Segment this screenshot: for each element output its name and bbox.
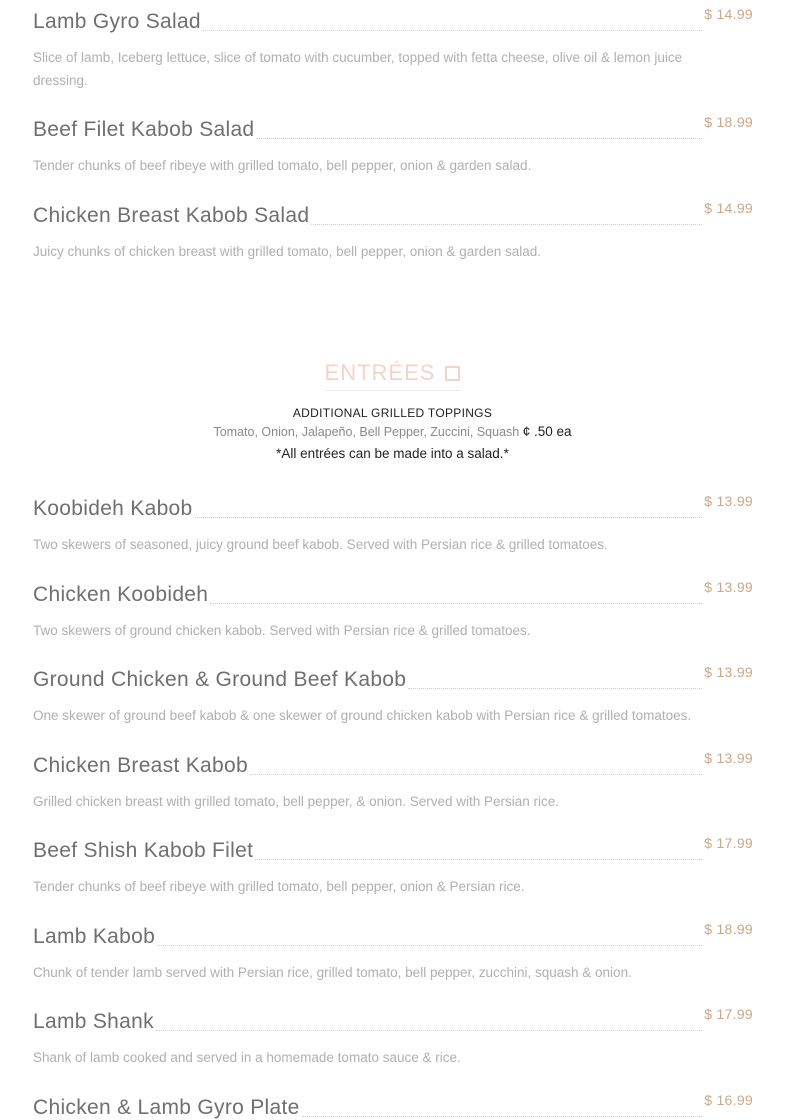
item-price: $ 16.99	[704, 1092, 753, 1108]
section-header	[0, 360, 785, 391]
toppings-list: Tomato, Onion, Jalapeño, Bell Pepper, Zuccini, Squash	[213, 425, 520, 439]
toppings-price: ¢ .50 ea	[522, 424, 572, 439]
dotted-leader	[256, 137, 702, 139]
item-price: $ 17.99	[704, 835, 753, 851]
menu-item	[33, 835, 753, 898]
item-description: Two skewers of ground chicken kabob. Served with Persian rice & grilled tomatoes.	[33, 623, 531, 638]
salad-note: *All entrées can be made into a salad.*	[276, 446, 509, 461]
menu-item	[33, 750, 753, 813]
dotted-leader	[311, 223, 702, 225]
item-description: Slice of lamb, Iceberg lettuce, slice of tomato with cucumber, topped with fetta cheese, olive oil & lemon juice dressing.	[33, 50, 683, 88]
item-description: Two skewers of seasoned, juicy ground beef kabob. Served with Persian rice & grilled tomatoes.	[33, 537, 608, 552]
item-name: Chicken Breast Kabob Salad	[33, 204, 310, 227]
item-description: One skewer of ground beef kabob & one skewer of ground chicken kabob with Persian rice & grilled tomatoes.	[33, 708, 692, 723]
menu-item	[33, 6, 753, 92]
menu-item	[33, 1006, 753, 1069]
section-title-wrap	[325, 360, 461, 391]
dotted-leader	[210, 602, 702, 604]
item-description: Juicy chunks of chicken breast with grilled tomato, bell pepper, onion & garden salad.	[33, 244, 542, 259]
square-icon	[445, 366, 460, 381]
item-price: $ 14.99	[704, 200, 753, 216]
item-price: $ 13.99	[704, 579, 753, 595]
item-price: $ 17.99	[704, 1006, 753, 1022]
section-title: ENTRÉES	[324, 360, 436, 385]
item-price: $ 13.99	[704, 664, 753, 680]
item-description: Grilled chicken breast with grilled tomato, bell pepper, & onion. Served with Persian rice.	[33, 794, 560, 809]
dotted-leader	[157, 944, 702, 946]
item-description: Shank of lamb cooked and served in a homemade tomato sauce & rice.	[33, 1050, 461, 1065]
menu-item	[33, 493, 753, 556]
dotted-leader	[255, 858, 702, 860]
item-price: $ 13.99	[704, 750, 753, 766]
dotted-leader	[195, 516, 703, 518]
menu-item	[33, 200, 753, 263]
menu-item	[33, 1092, 753, 1120]
item-name: Beef Filet Kabob Salad	[33, 118, 255, 141]
dotted-leader	[250, 773, 702, 775]
toppings-line	[0, 424, 785, 439]
item-description: Tender chunks of beef ribeye with grilled tomato, bell pepper, onion & Persian rice.	[33, 879, 525, 894]
item-name: Chicken & Lamb Gyro Plate	[33, 1096, 300, 1119]
item-price: $ 18.99	[704, 921, 753, 937]
item-name: Koobideh Kabob	[33, 497, 193, 520]
item-name: Lamb Gyro Salad	[33, 10, 201, 33]
item-name: Chicken Koobideh	[33, 583, 209, 606]
menu-item	[33, 921, 753, 984]
dotted-leader	[408, 687, 702, 689]
item-price: $ 13.99	[704, 493, 753, 509]
dotted-leader	[203, 29, 702, 31]
menu-item	[33, 114, 753, 177]
item-name: Beef Shish Kabob Filet	[33, 839, 254, 862]
dotted-leader	[156, 1029, 702, 1031]
item-name: Chicken Breast Kabob	[33, 754, 248, 777]
item-name: Lamb Shank	[33, 1010, 154, 1033]
item-description: Chunk of tender lamb served with Persian rice, grilled tomato, bell pepper, zucchini, squash & onion.	[33, 965, 632, 980]
item-description: Tender chunks of beef ribeye with grilled tomato, bell pepper, onion & garden salad.	[33, 158, 532, 173]
toppings-label: ADDITIONAL GRILLED TOPPINGS	[292, 406, 493, 420]
menu-item	[33, 664, 753, 727]
item-name: Ground Chicken & Ground Beef Kabob	[33, 668, 407, 691]
item-name: Lamb Kabob	[33, 925, 156, 948]
item-price: $ 18.99	[704, 114, 753, 130]
dotted-leader	[302, 1115, 703, 1117]
item-price: $ 14.99	[704, 6, 753, 22]
menu-item	[33, 579, 753, 642]
